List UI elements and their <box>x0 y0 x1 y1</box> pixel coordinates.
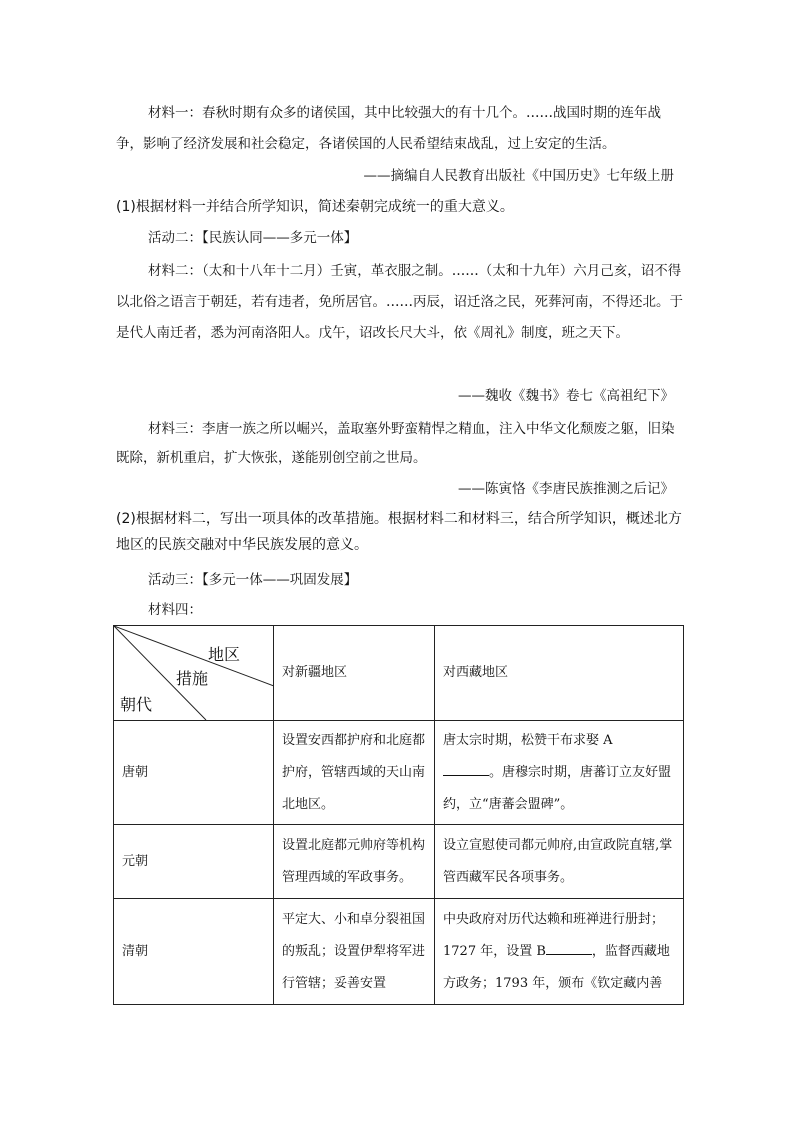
diag-dynasty-label: 朝代 <box>120 695 153 714</box>
material-4-label: 材料四： <box>148 602 202 618</box>
row-tibet-part-a: 中央政府对历代达赖和班禅进行册封；1727 年，设置 B <box>443 911 665 959</box>
row-dynasty: 元朝 <box>114 825 274 899</box>
row-tibet <box>435 899 684 1005</box>
material-2-text: 材料二：（太和十八年十二月）壬寅，革衣服之制。……（太和十九年）六月己亥，诏不得以北俗之语言于朝廷，若有违者，免所居官。……丙辰，诏迁洛之民，死葬河南，不得还北。于是代人南迁者，悉为河南洛阳人。戊午，诏改长尺大斗，依《周礼》制度，班之天下。 <box>116 263 683 341</box>
table-header-row <box>114 626 684 721</box>
diag-measure-label: 措施 <box>176 669 209 688</box>
material-2-source: ——魏收《魏书》卷七《高祖纪下》 <box>458 388 674 404</box>
table-row <box>114 721 684 825</box>
row-xinjiang: 平定大、小和卓分裂祖国的叛乱；设置伊犁将军进行管辖；妥善安置 <box>274 899 435 1005</box>
header-tibet: 对西藏地区 <box>435 626 684 721</box>
material-3-source: ——陈寅恪《李唐民族推测之后记》 <box>458 481 674 497</box>
question-2: (2)根据材料二，写出一项具体的改革措施。根据材料二和材料三，结合所学知识，概述北方地区的民族交融对中华民族发展的意义。 <box>116 511 682 553</box>
row-xinjiang: 设置安西都护府和北庭都护府，管辖西域的天山南北地区。 <box>274 721 435 825</box>
row-dynasty: 清朝 <box>114 899 274 1005</box>
activity-2-heading: 活动二：【民族认同——多元一体】 <box>148 230 358 246</box>
header-xinjiang: 对新疆地区 <box>274 626 435 721</box>
question-1: (1)根据材料一并结合所学知识，简述秦朝完成统一的重大意义。 <box>116 199 514 215</box>
activity-3-heading: 活动三：【多元一体——巩固发展】 <box>148 572 358 588</box>
row-tibet: 设立宣慰使司都元帅府,由宣政院直辖,掌管西藏军民各项事务。 <box>435 825 684 899</box>
row-tibet-part-b: 。唐穆宗时期，唐蕃订立友好盟约，立“唐蕃会盟碑”。 <box>443 764 672 812</box>
row-tibet <box>435 721 684 825</box>
material-3-text: 材料三：李唐一族之所以崛兴，盖取塞外野蛮精悍之精血，注入中华文化颓废之躯，旧染既除，新机重启，扩大恢张，遂能别创空前之世局。 <box>116 421 675 466</box>
table-row <box>114 899 684 1005</box>
row-xinjiang: 设置北庭都元帅府等机构管理西域的军政事务。 <box>274 825 435 899</box>
material-1-text: 材料一：春秋时期有众多的诸侯国，其中比较强大的有十几个。……战国时期的连年战争，影响了经济发展和社会稳定，各诸侯国的人民希望结束战乱，过上安定的生活。 <box>116 105 661 152</box>
diagonal-header-cell <box>114 626 274 721</box>
row-tibet-part-b: ，监督西藏地方政务；1793 年，颁布《钦定藏内善 <box>443 943 670 991</box>
blank-a[interactable] <box>443 761 489 776</box>
table-row <box>114 825 684 899</box>
material-4-table <box>113 625 684 1005</box>
material-1-source: ——摘编自人民教育出版社《中国历史》七年级上册 <box>363 168 674 184</box>
row-dynasty: 唐朝 <box>114 721 274 825</box>
blank-b[interactable] <box>546 940 592 955</box>
diag-region-label: 地区 <box>208 645 241 664</box>
row-tibet-part-a: 唐太宗时期，松赞干布求娶 A <box>443 732 613 748</box>
